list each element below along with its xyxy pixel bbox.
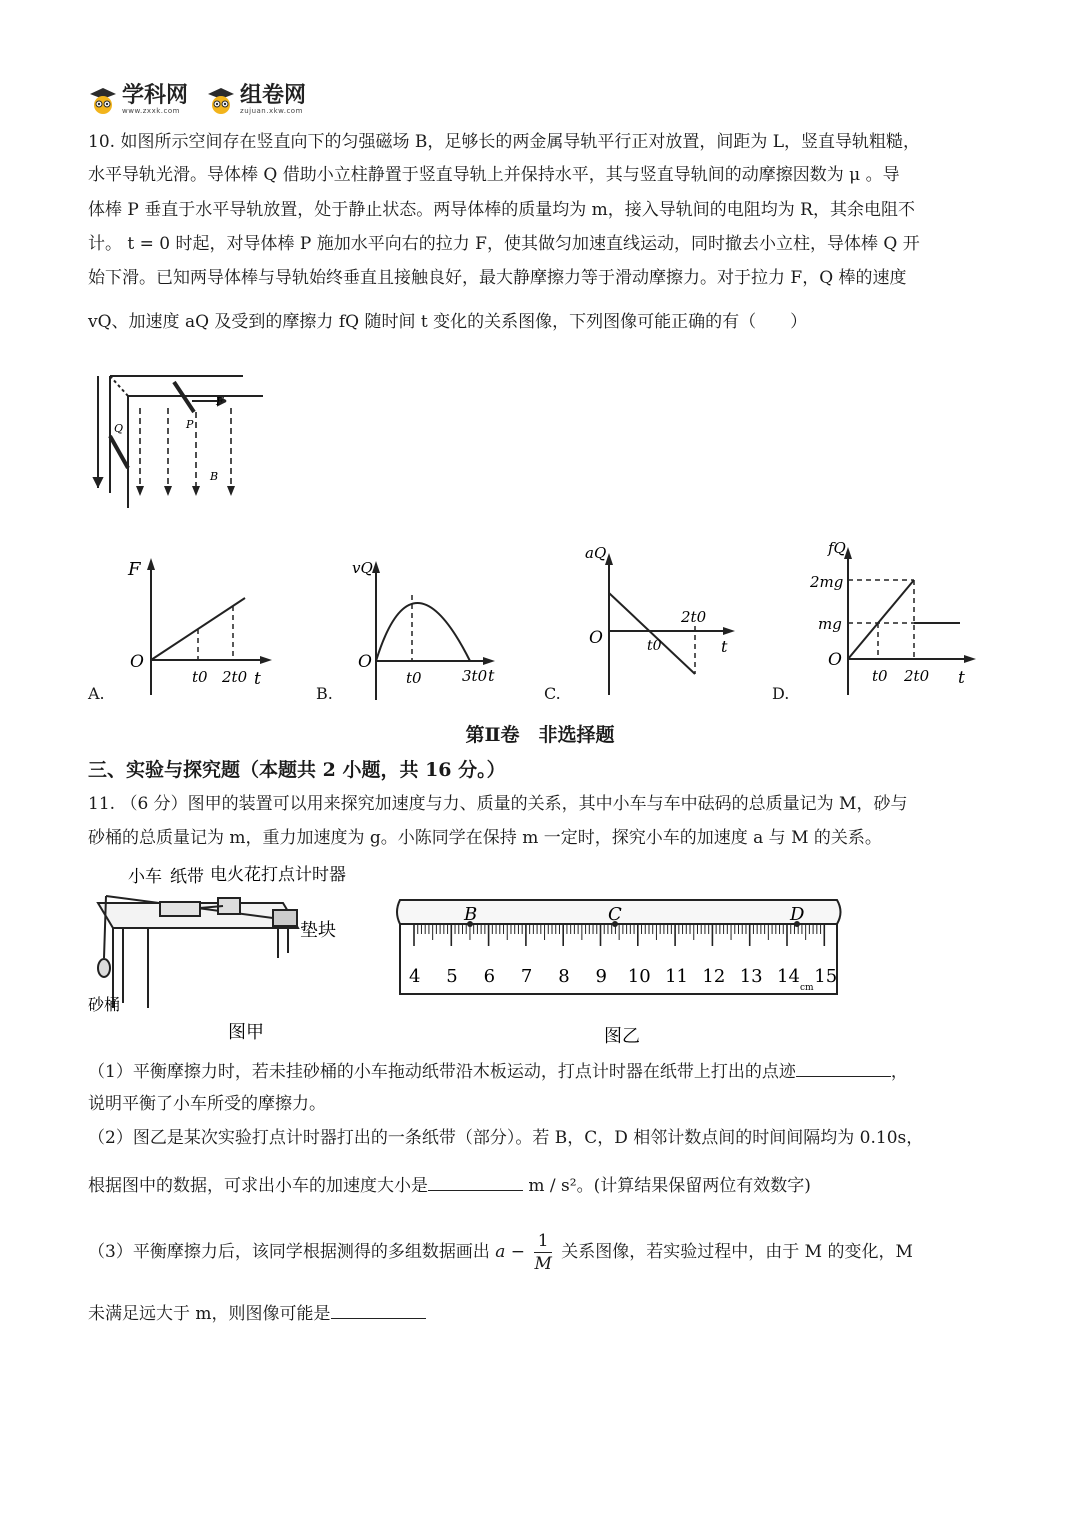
ruler-number: 8	[558, 966, 570, 987]
graph-a-tick-2t0: 2t0	[222, 668, 248, 686]
option-b-label: B.	[316, 684, 333, 703]
q11-part3-var-a: a	[495, 1242, 506, 1262]
graph-d-tick-mg: mg	[818, 615, 842, 633]
graph-b-origin: O	[358, 652, 372, 672]
fraction-numerator: 1	[534, 1230, 551, 1253]
q10-line-3: 体棒 P 垂直于水平导轨放置，处于静止状态。两导体棒的质量均为 m，接入导轨间的电阻均为 R，其余电阻不	[88, 200, 915, 220]
ruler-number: 5	[446, 966, 458, 987]
graph-d-tick-2t0: 2t0	[904, 667, 930, 685]
logo1-sub: www.zxxk.com	[122, 107, 180, 115]
graph-c-tick-2t0: 2t0	[681, 608, 707, 626]
ruler-number: 6	[483, 966, 496, 987]
answer-blank-2[interactable]	[428, 1172, 523, 1191]
rail-label-p: P	[186, 418, 194, 431]
graph-d-tick-t0: t0	[872, 667, 888, 685]
caption-fig-yi: 图乙	[604, 1026, 640, 1047]
tape-label-d: D	[790, 904, 805, 925]
tape-label-c: C	[608, 904, 622, 925]
graph-b-y-label: vQ	[352, 559, 373, 577]
q11-part1-text: （1）平衡摩擦力时，若未挂砂桶的小车拖动纸带沿木板运动，打点计时器在纸带上打出的点迹	[88, 1062, 796, 1082]
q11-part2-text: 根据图中的数据，可求出小车的加速度大小是	[88, 1176, 428, 1196]
rail-label-f: F	[216, 395, 224, 408]
ruler-number: 10	[627, 966, 651, 987]
ruler-number: 11	[665, 966, 689, 987]
label-car: 小车	[128, 867, 162, 887]
q11-part3-line1: （3）平衡摩擦力后，该同学根据测得的多组数据画出 a − $\frac{1}{M}$ 关系图像，若实验过程中，由于 M 的变化，M	[88, 1231, 913, 1274]
graph-b-tick-t0: t0	[406, 669, 422, 687]
option-d-label: D.	[772, 684, 790, 703]
fraction-one-over-m	[534, 1230, 551, 1275]
label-block: 垫块	[300, 920, 336, 941]
section-3-title: 三、实验与探究题（本题共 2 小题，共 16 分。）	[88, 759, 506, 781]
ruler-number: 4	[409, 966, 421, 987]
graph-a-y-label: F	[128, 559, 141, 580]
rail-label-q: Q	[114, 422, 124, 435]
q11-part1-comma: ，	[890, 1062, 908, 1082]
graph-c-tick-t0: t0	[647, 638, 662, 654]
graph-b-x-label: t	[488, 666, 495, 685]
graph-c-origin: O	[589, 628, 603, 648]
graph-b-velocity-time	[350, 555, 510, 705]
q10-line-5: 始下滑。已知两导体棒与导轨始终垂直且接触良好，最大静摩擦力等于滑动摩擦力。对于拉力 F，Q 棒的速度	[88, 268, 907, 288]
graph-a-origin: O	[130, 652, 144, 672]
logo-xuekewang	[88, 85, 188, 115]
logo2-name: 组卷网	[240, 83, 307, 108]
rail-label-b: B	[210, 470, 219, 483]
ruler-tape-diagram	[392, 892, 844, 1052]
graph-c-x-label: t	[721, 637, 728, 656]
graph-b-tick-3t0: 3t0	[462, 667, 488, 685]
q11-part3-text-3: 未满足远大于 m，则图像可能是	[88, 1304, 331, 1324]
option-c-label: C.	[544, 684, 561, 703]
owl-mascot-icon	[206, 85, 236, 115]
owl-mascot-icon	[88, 85, 118, 115]
q11-part1-line1	[88, 1058, 998, 1084]
logo1-name: 学科网	[122, 83, 189, 108]
option-a-label: A.	[88, 684, 105, 703]
graph-b-curve	[376, 603, 470, 661]
ruler-number: 7	[520, 966, 533, 987]
q10-line-1: 10. 如图所示空间存在竖直向下的匀强磁场 B，足够长的两金属导轨平行正对放置，间距为 L，竖直导轨粗糙，	[88, 132, 921, 152]
apparatus-diagram	[88, 858, 348, 1048]
q11-part2-note: 。(计算结果保留两位有效数字)	[576, 1176, 811, 1196]
q11-part3-text-2: 关系图像，若实验过程中，由于 M 的变化，M	[561, 1242, 913, 1262]
caption-fig-jia: 图甲	[228, 1022, 264, 1043]
graph-d-origin: O	[828, 650, 842, 670]
logo-zujuanwang	[206, 85, 306, 115]
logo2-sub: zujuan.xkw.com	[240, 107, 303, 115]
q10-line-4: 计。 t = 0 时起，对导体棒 P 施加水平向右的拉力 F，使其做匀加速直线运动，同时撤去小立柱，导体棒 Q 开	[88, 234, 920, 254]
q11-line-2: 砂桶的总质量记为 m，重力加速度为 g。小陈同学在保持 m 一定时，探究小车的加速度 a 与 M 的关系。	[88, 828, 882, 848]
header-logos	[88, 80, 306, 120]
q11-part2-line1: （2）图乙是某次实验打点计时器打出的一条纸带（部分）。若 B，C，D 相邻计数点间的时间间隔均为 0.10s，	[88, 1128, 924, 1148]
fraction-denominator: M	[534, 1254, 552, 1274]
graph-d-friction-time	[800, 535, 985, 700]
q11-part1-line2: 说明平衡了小车所受的摩擦力。	[88, 1094, 326, 1114]
graph-a-tick-t0: t0	[192, 668, 208, 686]
ruler-number: 9	[595, 966, 607, 987]
graph-d-x-label: t	[958, 668, 965, 688]
q10-line-2: 水平导轨光滑。导体棒 Q 借助小立柱静置于竖直导轨上并保持水平，其与竖直导轨间的动摩擦因数为 μ 。导	[88, 165, 900, 185]
ruler-number: 14	[777, 966, 800, 987]
ruler-number: 12	[702, 966, 726, 987]
answer-blank-3[interactable]	[331, 1300, 426, 1319]
graph-c-line	[609, 593, 695, 674]
label-tape: 纸带	[170, 867, 204, 887]
q11-part2-line2	[88, 1172, 998, 1198]
section-2-title: 第Ⅱ卷 非选择题	[465, 724, 615, 746]
tape-label-b: B	[464, 904, 478, 925]
rail-magnetic-field-diagram	[88, 368, 268, 513]
graph-c-y-label: aQ	[585, 544, 607, 562]
q11-part3-line2	[88, 1300, 998, 1326]
ruler-number: 13	[739, 966, 763, 987]
label-timer: 电火花打点计时器	[210, 865, 346, 885]
q11-part3-text: （3）平衡摩擦力后，该同学根据测得的多组数据画出	[88, 1242, 490, 1262]
q10-line-6: vQ、加速度 aQ 及受到的摩擦力 fQ 随时间 t 变化的关系图像，下列图像可能正确的有（ ）	[88, 312, 808, 332]
answer-blank-1[interactable]	[796, 1058, 891, 1077]
graph-c-acceleration-time	[585, 540, 745, 700]
graph-d-ramp-line	[848, 580, 914, 659]
graph-a-force-time	[120, 550, 280, 700]
ruler-unit: cm	[800, 983, 814, 993]
graph-d-tick-2mg: 2mg	[810, 573, 844, 591]
label-bucket: 砂桶	[88, 995, 121, 1014]
q11-part2-unit: m / s²	[528, 1176, 577, 1196]
ruler-number: 15	[814, 966, 838, 987]
q11-line-1: 11. （6 分）图甲的装置可以用来探究加速度与力、质量的关系，其中小车与车中砝码的总质量记为 M，砂与	[88, 794, 908, 814]
graph-d-y-label: fQ	[828, 539, 846, 557]
graph-a-x-label: t	[254, 669, 261, 689]
